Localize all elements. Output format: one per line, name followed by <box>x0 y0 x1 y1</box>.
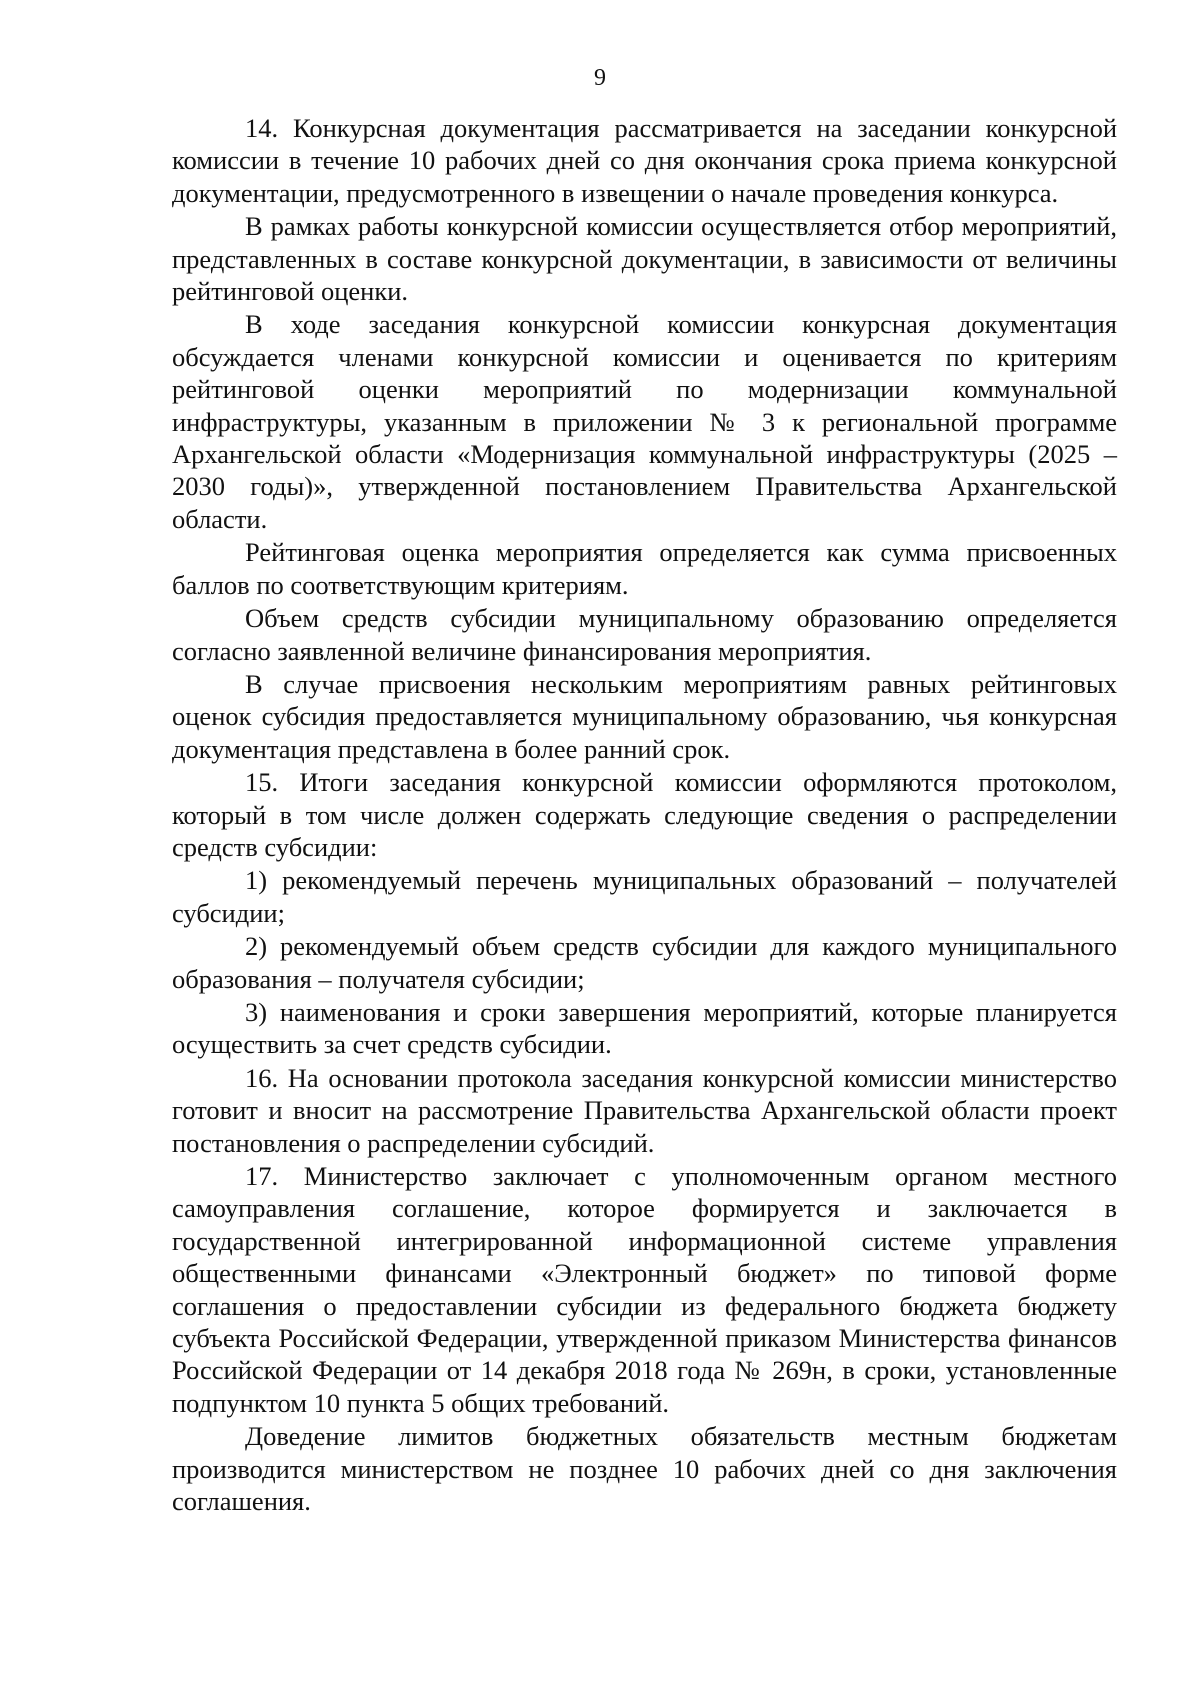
paragraph-rating-score: Рейтинговая оценка мероприятия определяется как сумма присвоенных баллов по соответствующим критериям. <box>172 537 1117 600</box>
paragraph-17: 17. Министерство заключает с уполномоченным органом местного самоуправления соглашение, которое формируется и заключается в государственной интегрированной информационной системе управления общественными финансами «Электронный бюджет» по типовой форме соглашения о предоставлении субсидии из федерального бюджета бюджету субъекта Российской Федерации, утвержденной приказом Министерства финансов Российской Федерации от 14 декабря 2018 года № 269н, в сроки, установленные подпунктом 10 пункта 5 общих требований. <box>172 1161 1117 1418</box>
list-item-3: 3) наименования и сроки завершения мероприятий, которые планируется осуществить за счет средств субсидии. <box>172 996 1117 1060</box>
document-body <box>172 112 1117 1518</box>
paragraph-equal-ratings: В случае присвоения нескольким мероприятиям равных рейтинговых оценок субсидия предоставляется муниципальному образованию, чья конкурсная документация представлена в более ранний срок. <box>172 668 1117 764</box>
page-number: 9 <box>594 65 606 91</box>
paragraph-14: 14. Конкурсная документация рассматривается на заседании конкурсной комиссии в течение 10 рабочих дней со дня окончания срока приема конкурсной документации, предусмотренного в извещении о начале проведения конкурса. <box>172 113 1117 208</box>
paragraph-subsidy-volume: Объем средств субсидии муниципальному образованию определяется согласно заявленной величине финансирования мероприятия. <box>172 603 1117 666</box>
list-item-1: 1) рекомендуемый перечень муниципальных образований – получателей субсидии; <box>172 865 1117 928</box>
paragraph-evaluation-process: В ходе заседания конкурсной комиссии конкурсная документация обсуждается членами конкурсной комиссии и оценивается по критериям рейтинговой оценки мероприятий по модернизации коммунальной инфраструктуры, указанным в приложении № 3 к региональной программе Архангельской области «Модернизация коммунальной инфраструктуры (2025 – 2030 годы)», утвержденной постановлением Правительства Архангельской области. <box>172 309 1117 534</box>
list-item-2: 2) рекомендуемый объем средств субсидии для каждого муниципального образования – получателя субсидии; <box>172 931 1117 994</box>
paragraph-budget-limits: Доведение лимитов бюджетных обязательств местным бюджетам производится министерством не позднее 10 рабочих дней со дня заключения соглашения. <box>172 1421 1117 1517</box>
paragraph-15: 15. Итоги заседания конкурсной комиссии оформляются протоколом, который в том числе должен содержать следующие сведения о распределении средств субсидии: <box>172 767 1117 862</box>
paragraph-16: 16. На основании протокола заседания конкурсной комиссии министерство готовит и вносит на рассмотрение Правительства Архангельской области проект постановления о распределении субсидий. <box>172 1062 1117 1158</box>
paragraph-selection-scope: В рамках работы конкурсной комиссии осуществляется отбор мероприятий, представленных в составе конкурсной документации, в зависимости от величины рейтинговой оценки. <box>172 211 1117 307</box>
